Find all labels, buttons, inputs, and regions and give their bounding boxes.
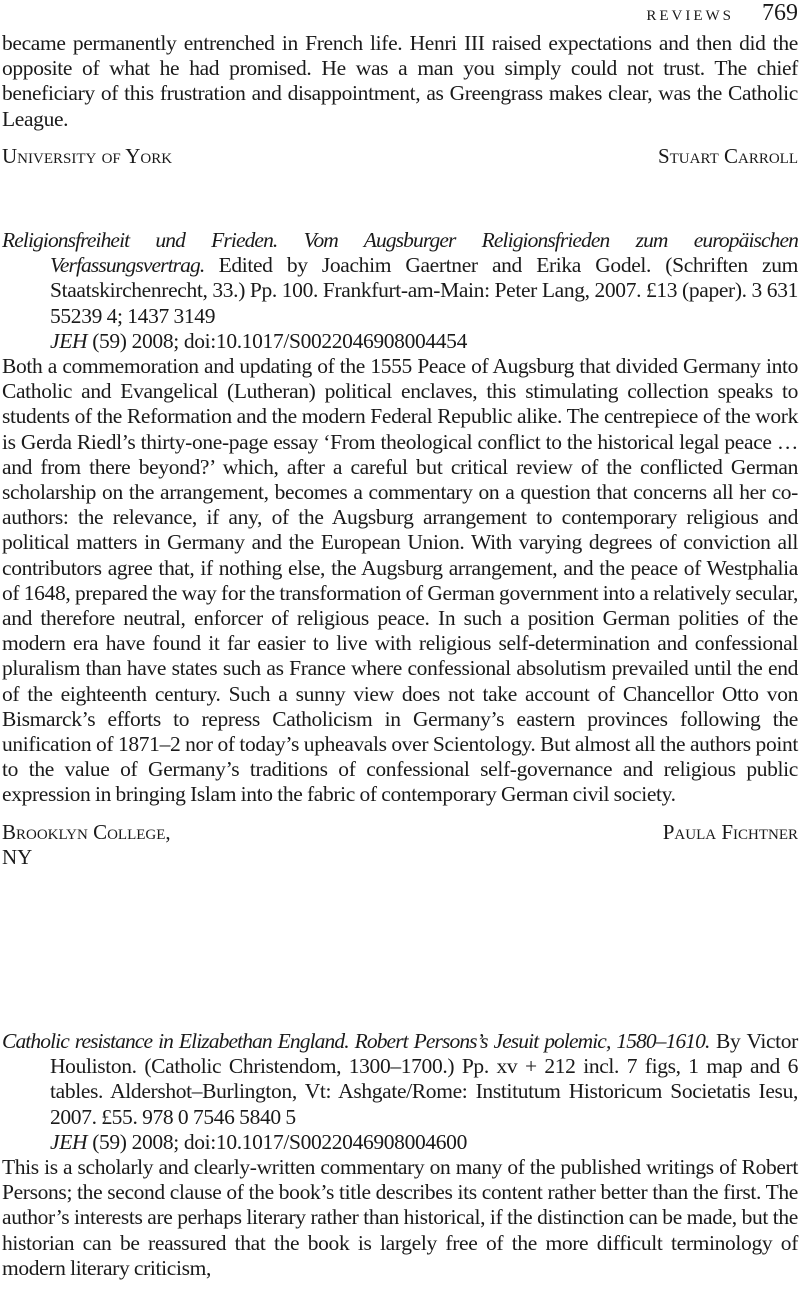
book-details: Edited by Joachim Gaertner and Erika Godel. (Schriften zum Staatskirchenrecht, 33.) Pp. 100. Frankfurt-am-Main: Peter Lang, 2007. £13 (paper). 3 631 55239 4; 1437 3149	[50, 253, 798, 328]
review-previous-tail	[2, 31, 798, 169]
doi-citation: (59) 2008; doi:10.1017/S0022046908004600	[92, 1129, 467, 1154]
bibliographic-entry	[2, 228, 798, 329]
reviewer-signature	[2, 820, 798, 845]
reviewer-affiliation: Brooklyn College,	[2, 819, 171, 844]
bibliographic-entry	[2, 1029, 798, 1130]
doi-citation: (59) 2008; doi:10.1017/S0022046908004454	[92, 328, 467, 353]
reviewer-affiliation-line2: NY	[2, 844, 33, 869]
journal-abbrev: JEH	[50, 1129, 88, 1154]
review-body: became permanently entrenched in French life. Henri III raised expectations and then did the opposite of what he had promised. He was a man you simply could not trust. The chief beneficiary of this frustration and disappointment, as Greengrass makes clear, was the Catholic League.	[2, 31, 798, 131]
page-number: 769	[762, 0, 798, 26]
review-catholic-resistance	[2, 1029, 798, 1281]
journal-abbrev: JEH	[50, 328, 88, 353]
section-label: reviews	[646, 1, 734, 25]
review-body: This is a scholarly and clearly-written commentary on many of the published writings of Robert Persons; the second clause of the book’s title describes its content rather better than the first. The author’s interests are perhaps literary rather than historical, if the distinction can be made, but the historian can be reassured that the book is largely free of the more difficult terminology of modern literary criticism,	[2, 1155, 798, 1280]
book-title: Religionsfreiheit und Frieden. Vom Augsburger Religionsfrieden zum europäischen Verfassungsvertrag.	[2, 228, 798, 278]
review-body: Both a commemoration and updating of the 1555 Peace of Augsburg that divided Germany into Catholic and Evangelical (Lutheran) political enclaves, this stimulating collection speaks to students of the Reformation and the modern Federal Republic alike. The centrepiece of the work is Gerda Riedl’s thirty-one-page essay ‘From theological conflict to the historical legal peace … and from there beyond?’ which, after a careful but critical review of the conflicted German scholarship on the arrangement, becomes a commentary on a question that concerns all her co-authors: the relevance, if any, of the Augsburg arrangement to contemporary religious and political matters in Germany and the European Union. With varying degrees of conviction all contributors agree that, if nothing else, the Augsburg arrangement, and the peace of Westphalia of 1648, prepared the way for the transformation of German government into a relatively secular, and therefore neutral, enforcer of religious peace. In such a position German polities of the modern era have found it far easier to live with religious self-determination and confessional pluralism than have states such as France where confessional absolutism prevailed until the end of the eighteenth century. Such a sunny view does not take account of Chancellor Otto von Bismarck’s efforts to repress Catholicism in Germany’s eastern provinces following the unification of 1871–2 nor of today’s upheavals over Scientology. But almost all the authors point to the value of Germany’s traditions of confessional self-governance and religious public expression in bringing Islam into the fabric of contemporary German civil society.	[2, 354, 798, 807]
reviewer-signature	[2, 144, 798, 169]
reviewer-name: Stuart Carroll	[657, 143, 798, 168]
reviewer-affiliation: University of York	[2, 143, 173, 168]
running-head	[646, 0, 798, 26]
review-religionsfreiheit	[2, 228, 798, 870]
journal-citation	[2, 329, 798, 354]
book-title: Catholic resistance in Elizabethan England. Robert Persons’s Jesuit polemic, 1580–1610.	[2, 1029, 710, 1053]
journal-citation	[2, 1130, 798, 1155]
book-details: By Victor Houliston. (Catholic Christendom, 1300–1700.) Pp. xv + 212 incl. 7 figs, 1 map and 6 tables. Aldershot–Burlington, Vt: Ashgate/Rome: Institutum Historicum Societatis Iesu, 2007. £55. 978 0 7546 5840 5	[50, 1029, 798, 1129]
reviewer-name: Paula Fichtner	[662, 819, 798, 844]
